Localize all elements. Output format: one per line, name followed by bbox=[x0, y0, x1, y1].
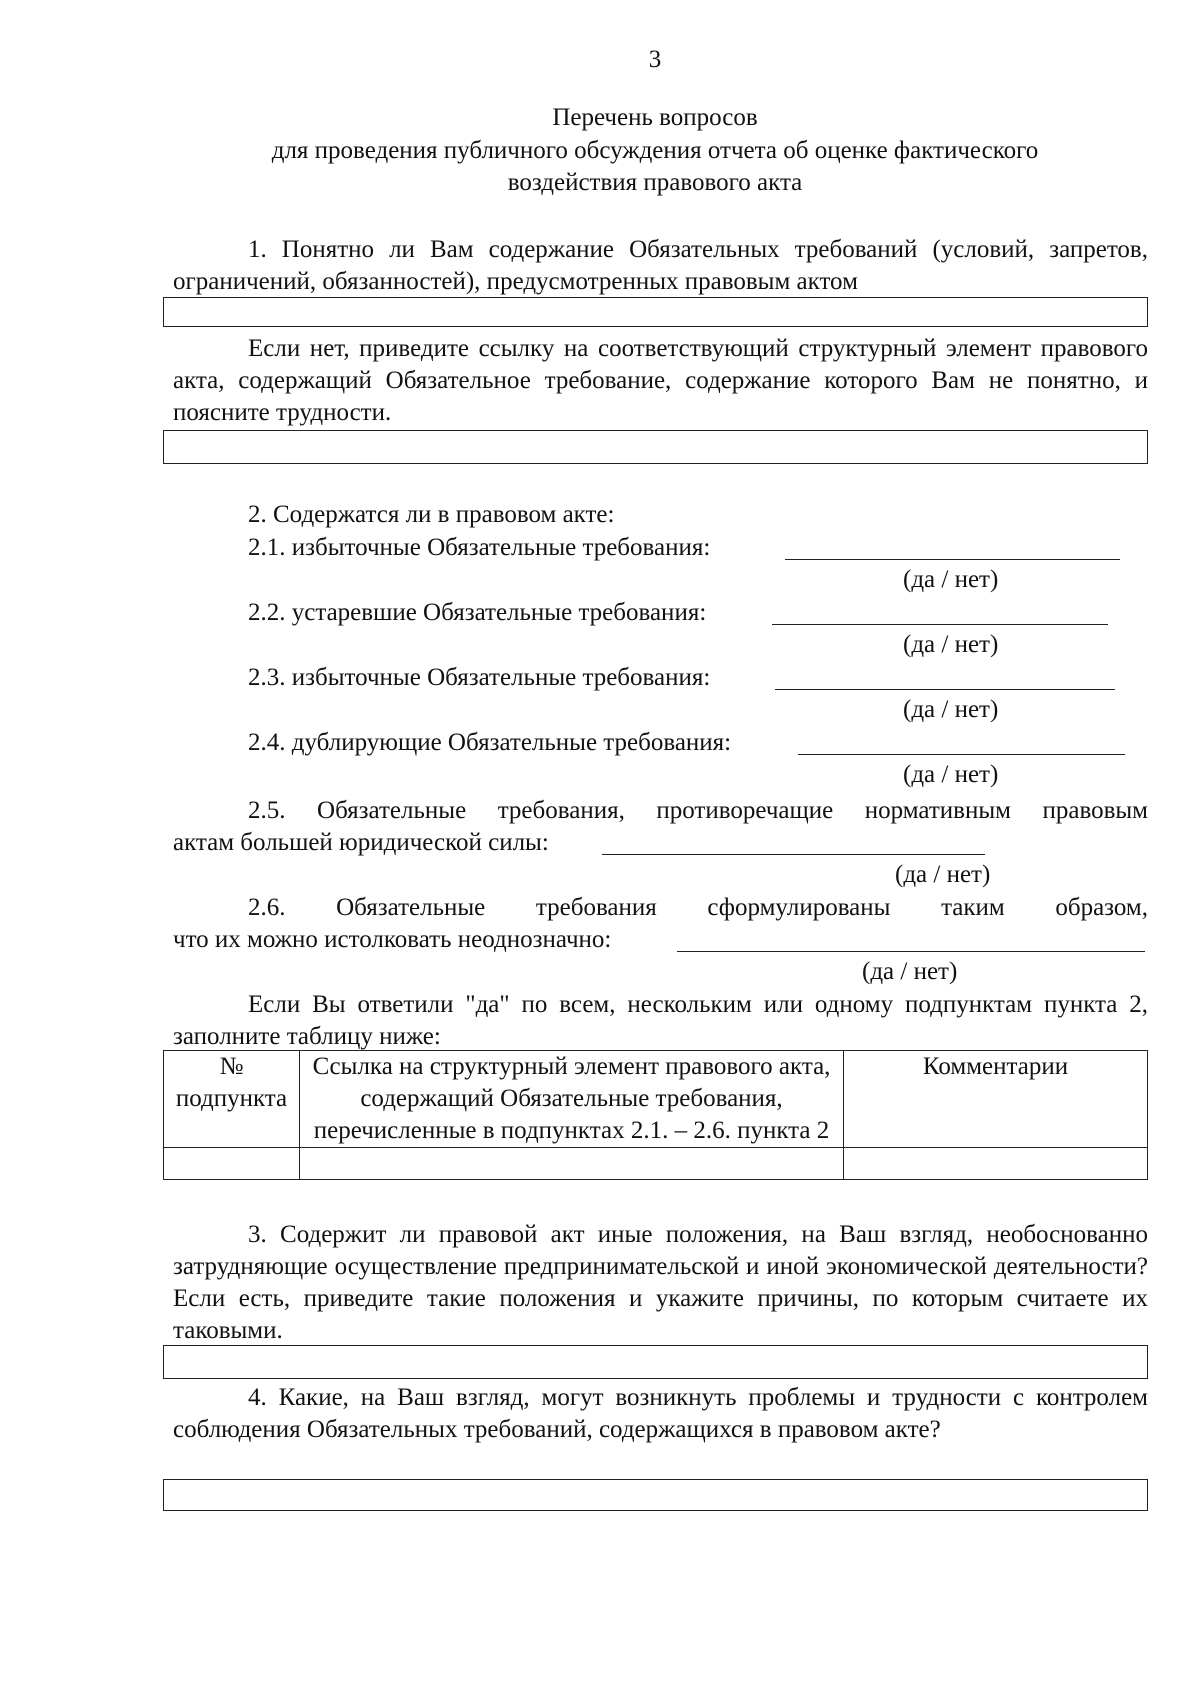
question-3-text: 3. Содержит ли правовой акт иные положения, на Ваш взгляд, необоснованно затрудняющие осуществление предпринимательской и иной экономической деятельности? Если есть, приведите такие положения и укажите причины, по которым считаете их таковыми. bbox=[173, 1221, 1148, 1344]
item-2-3-label: 2.3. избыточные Обязательные требования: bbox=[248, 664, 711, 691]
question-1-text: 1. Понятно ли Вам содержание Обязательных требований (условий, запретов, ограничений, обязанностей), предусмотренных правовым актом bbox=[173, 236, 1148, 295]
table-header-reference: Ссылка на структурный элемент правового акта, содержащий Обязательные требования, перечисленные в подпунктах 2.1. – 2.6. пункта 2 bbox=[300, 1051, 844, 1148]
page-number: 3 bbox=[648, 46, 662, 73]
table-header-comments: Комментарии bbox=[844, 1051, 1148, 1148]
question-1-answer-field[interactable] bbox=[163, 297, 1148, 327]
table-header-number: № подпункта bbox=[164, 1051, 300, 1148]
item-2-5-hint: (да / нет) bbox=[895, 861, 991, 888]
table-cell-number[interactable] bbox=[164, 1148, 300, 1180]
item-2-4-hint: (да / нет) bbox=[903, 761, 999, 788]
table-cell-comments[interactable] bbox=[844, 1148, 1148, 1180]
item-2-5-answer-line[interactable] bbox=[602, 828, 985, 855]
question-1-followup-text: Если нет, приведите ссылку на соответствующий структурный элемент правового акта, содержащий Обязательное требование, содержание которого Вам не понятно, и поясните трудности. bbox=[173, 335, 1148, 426]
item-2-3-answer-line[interactable] bbox=[775, 663, 1115, 690]
item-2-6-answer-line[interactable] bbox=[677, 925, 1145, 952]
item-2-5-line-1: 2.5. Обязательные требования, противоречащие нормативным правовым bbox=[248, 797, 1148, 824]
title-line-2: для проведения публичного обсуждения отчета об оценке фактического bbox=[271, 137, 1039, 164]
table-row bbox=[164, 1148, 1148, 1180]
item-2-6-hint: (да / нет) bbox=[862, 958, 958, 985]
item-2-2-answer-line[interactable] bbox=[772, 598, 1108, 625]
item-2-1-answer-line[interactable] bbox=[785, 533, 1120, 560]
question-3-answer-field[interactable] bbox=[163, 1345, 1148, 1379]
item-2-6-line-1: 2.6. Обязательные требования сформулированы таким образом, bbox=[248, 894, 1148, 921]
item-2-1-hint: (да / нет) bbox=[903, 566, 999, 593]
item-2-2-hint: (да / нет) bbox=[903, 631, 999, 658]
title-line-1: Перечень вопросов bbox=[552, 104, 758, 131]
item-2-2-label: 2.2. устаревшие Обязательные требования: bbox=[248, 599, 707, 626]
item-2-4-answer-line[interactable] bbox=[798, 728, 1125, 755]
subitems-table bbox=[163, 1050, 1148, 1180]
table-cell-reference[interactable] bbox=[300, 1148, 844, 1180]
question-4-answer-field[interactable] bbox=[163, 1479, 1148, 1511]
title-line-3: воздействия правового акта bbox=[507, 169, 803, 196]
item-2-1-label: 2.1. избыточные Обязательные требования: bbox=[248, 534, 711, 561]
question-2-instruction: Если Вы ответили "да" по всем, нескольким или одному подпунктам пункта 2, заполните таблицу ниже: bbox=[173, 991, 1148, 1050]
question-1-followup-answer-field[interactable] bbox=[163, 430, 1148, 464]
item-2-5-line-2: актам большей юридической силы: bbox=[173, 829, 549, 856]
table-header-row bbox=[164, 1051, 1148, 1148]
question-4-text: 4. Какие, на Ваш взгляд, могут возникнуть проблемы и трудности с контролем соблюдения Обязательных требований, содержащихся в правовом акте? bbox=[173, 1384, 1148, 1443]
question-2-heading: 2. Содержатся ли в правовом акте: bbox=[248, 501, 615, 528]
item-2-4-label: 2.4. дублирующие Обязательные требования: bbox=[248, 729, 732, 756]
item-2-6-line-2: что их можно истолковать неоднозначно: bbox=[173, 926, 612, 953]
item-2-3-hint: (да / нет) bbox=[903, 696, 999, 723]
